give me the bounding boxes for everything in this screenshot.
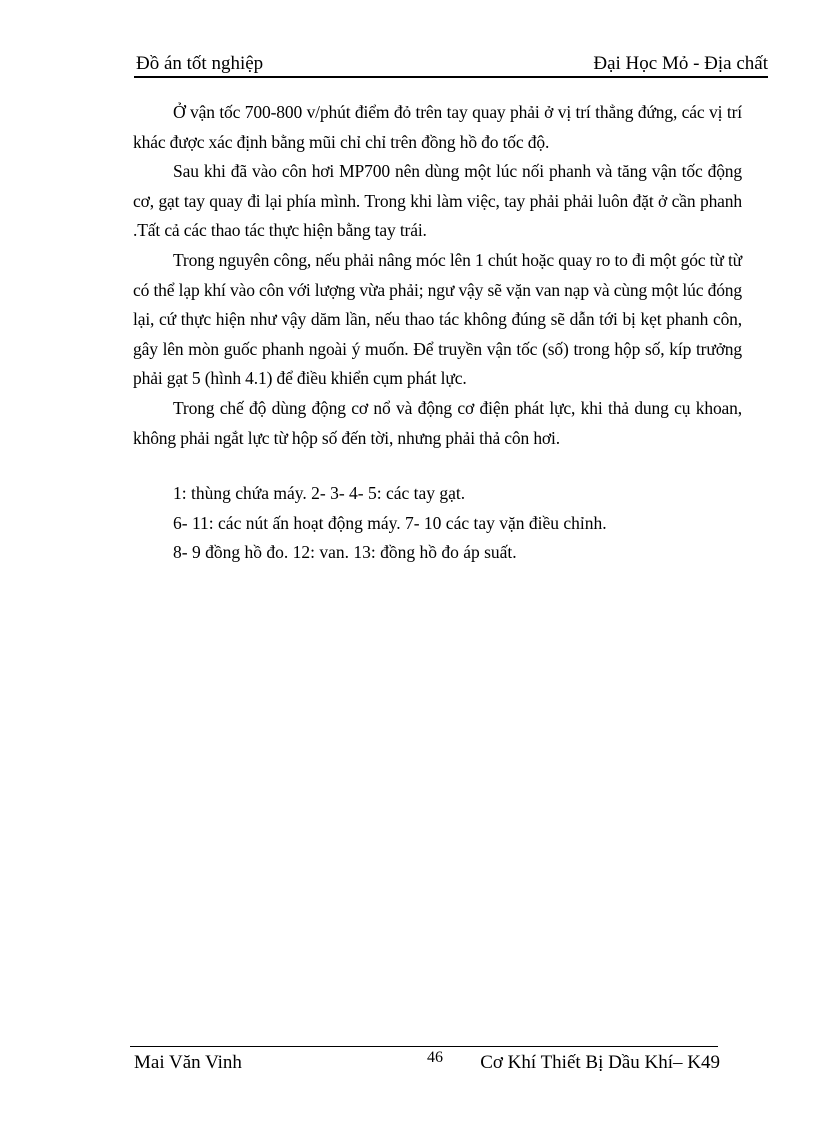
paragraph: Sau khi đã vào côn hơi MP700 nên dùng một lúc nối phanh và tăng vận tốc động cơ, gạt tay quay đi lại phía mình. Trong khi làm việc, tay phải phải luôn đặt ở cần phanh .Tất cả các thao tác thực hiện bằng tay trái. xyxy=(133,161,742,241)
footer-author: Mai Văn Vinh xyxy=(134,1052,242,1073)
page-header xyxy=(134,50,768,78)
figure-legend xyxy=(133,479,742,568)
header-divider xyxy=(134,76,768,78)
header-university: Đại Học Mỏ - Địa chất xyxy=(593,53,768,74)
legend-line: 1: thùng chứa máy. 2- 3- 4- 5: các tay gạt. xyxy=(173,483,466,504)
footer-course: Cơ Khí Thiết Bị Dầu Khí– K49 xyxy=(480,1052,720,1073)
page-number: 46 xyxy=(427,1049,443,1066)
legend-line: 6- 11: các nút ấn hoạt động máy. 7- 10 các tay vặn điều chỉnh. xyxy=(173,512,607,533)
body-content xyxy=(133,98,742,568)
footer-divider xyxy=(130,1046,718,1047)
header-document-type: Đồ án tốt nghiệp xyxy=(136,53,264,74)
paragraph: Trong chế độ dùng động cơ nổ và động cơ điện phát lực, khi thả dung cụ khoan, không phải ngắt lực từ hộp số đến tời, nhưng phải thả côn hơi. xyxy=(133,397,742,448)
page-footer xyxy=(130,1044,718,1084)
paragraph: Trong nguyên công, nếu phải nâng móc lên 1 chút hoặc quay ro to đi một góc từ từ có thể lạp khí vào côn với lượng vừa phải; ngư vậy sẽ vặn van nạp và cùng một lúc đóng lại, cứ thực hiện như vậy dăm lần, nếu thao tác không đúng sẽ dẫn tới bị kẹt phanh côn, gây lên mòn guốc phanh ngoài ý muốn. Để truyền vận tốc (số) trong hộp số, kíp trưởng phải gạt 5 (hình 4.1) để điều khiển cụm phát lực. xyxy=(133,249,742,389)
legend-line: 8- 9 đồng hồ đo. 12: van. 13: đồng hồ đo áp suất. xyxy=(173,542,517,563)
paragraph: Ở vận tốc 700-800 v/phút điểm đỏ trên tay quay phải ở vị trí thẳng đứng, các vị trí khác được xác định bằng mũi chỉ chỉ trên đồng hồ đo tốc độ. xyxy=(133,102,742,152)
